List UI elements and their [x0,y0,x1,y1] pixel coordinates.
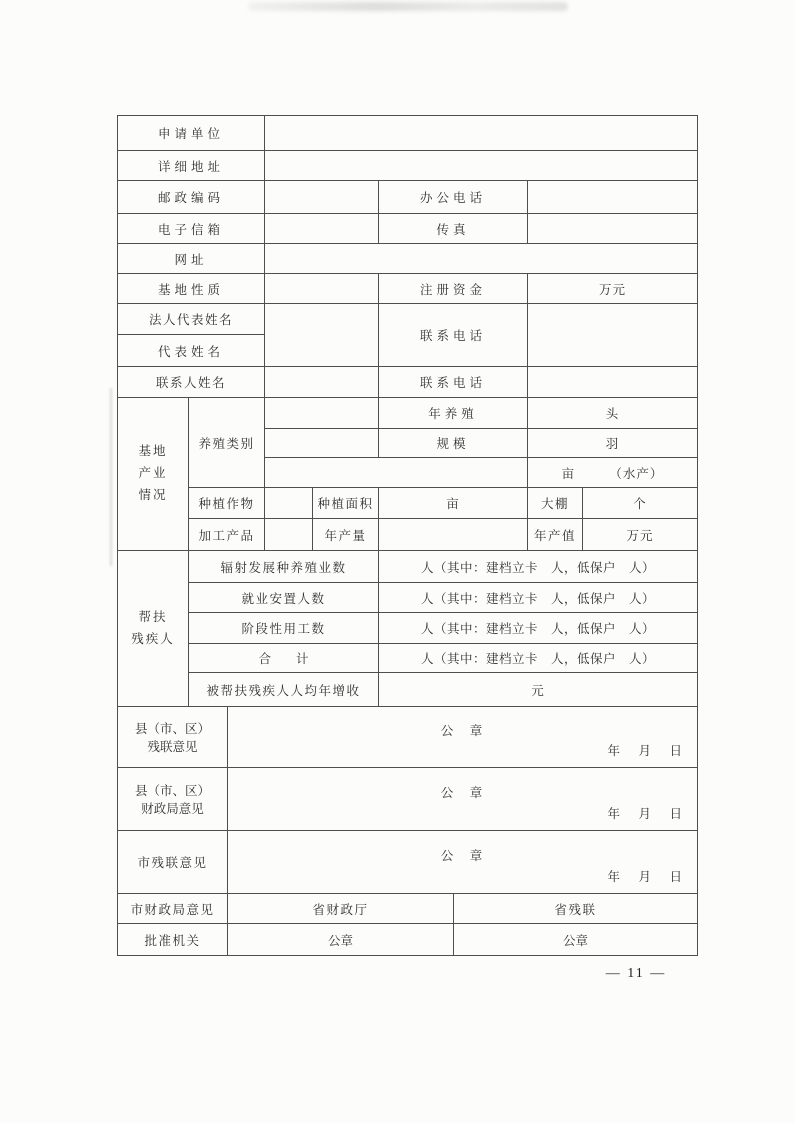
row-postal-phone [118,181,698,214]
office-phone-value [528,181,698,214]
row-contact-person [118,367,698,398]
city-cdpf-seal-text: 公 章 [440,848,485,863]
row-total [118,644,698,673]
email-value [265,214,379,244]
contact-phone-label: 联系电话 [379,304,528,367]
phased-employment-note: 人（其中：建档立卡 人，低保户 人） [379,613,698,644]
city-finance-opinion-label: 市财政局意见 [118,894,228,924]
row-employment-placement [118,583,698,613]
contact-person-label: 联系人姓名 [118,367,265,398]
row-applicant-unit [118,116,698,151]
total-label: 合 计 [189,644,379,673]
row-legal-rep [118,304,698,335]
planting-area-label: 种植面积 [313,488,379,519]
row-radiating-development [118,551,698,583]
county-cdpf-opinion-label [118,707,228,768]
contact-phone-value [528,304,698,367]
approval-seal-left: 公章 [228,924,454,956]
radiating-development-label: 辐射发展种养殖业数 [189,551,379,583]
row-phased-employment [118,613,698,644]
industry-title-line1: 基地 [138,444,168,459]
scale-label: 规模 [379,429,528,458]
assistance-title-line1: 帮扶 [138,609,168,624]
greenhouse-label: 大棚 [528,488,583,519]
industry-title-line2: 产业 [138,466,168,481]
annual-breeding-label: 年养殖 [379,398,528,429]
city-cdpf-date-line: 年 月 日 [607,870,686,884]
contact-person-value [265,367,379,398]
postal-code-value [265,181,379,214]
row-website [118,244,698,274]
employment-placement-note: 人（其中：建档立卡 人，低保户 人） [379,583,698,613]
office-phone-label: 办公电话 [379,181,528,214]
row-annual-breeding [118,398,698,429]
row-county-finance-opinion [118,768,698,831]
row-city-cdpf-opinion [118,831,698,894]
processed-product-label: 加工产品 [189,519,265,551]
website-label: 网址 [118,244,265,274]
base-nature-value [265,274,379,304]
processed-product-value [265,519,313,551]
registered-capital-unit: 万元 [528,274,698,304]
per-capita-increase-label: 被帮扶残疾人人均年增收 [189,673,379,707]
industry-section-title [118,398,189,551]
greenhouse-unit: 个 [583,488,698,519]
county-finance-label-line1: 县（市、区） [134,784,210,798]
annual-breeding-unit: 头 [528,398,698,429]
county-finance-date-line: 年 月 日 [607,807,686,821]
row-processing [118,519,698,551]
phased-employment-label: 阶段性用工数 [189,613,379,644]
employment-placement-label: 就业安置人数 [189,583,379,613]
postal-code-label: 邮政编码 [118,181,265,214]
county-cdpf-seal-text: 公 章 [440,723,485,738]
aquaculture-unit: 亩 （水产） [528,458,698,488]
assistance-section-title [118,551,189,707]
row-city-finance-opinion [118,894,698,924]
legal-rep-name-label: 法人代表姓名 [118,304,265,335]
city-cdpf-opinion-label: 市残联意见 [118,831,228,894]
county-finance-opinion-label [118,768,228,831]
rep-name-value [265,304,379,367]
planting-area-unit: 亩 [379,488,528,519]
aquaculture-value [265,458,528,488]
scale-value [265,429,379,458]
email-label: 电子信箱 [118,214,265,244]
breeding-category-label: 养殖类别 [189,398,265,488]
breeding-category-value [265,398,379,429]
applicant-unit-label: 申请单位 [118,116,265,151]
website-value [265,244,698,274]
annual-output-value-blank [379,519,528,551]
county-finance-opinion-area [228,768,698,831]
assistance-title-line2: 残疾人 [131,631,175,646]
row-base-nature-capital [118,274,698,304]
county-finance-seal-text: 公 章 [440,785,485,800]
rep-name-label: 代表姓名 [118,335,265,367]
county-cdpf-label-line2: 残联意见 [147,740,198,754]
annual-output-value-label: 年产值 [528,519,583,551]
industry-title-line3: 情况 [138,487,168,502]
provincial-finance-label: 省财政厅 [228,894,454,924]
county-finance-label-line2: 财政局意见 [141,802,204,816]
row-per-capita-increase [118,673,698,707]
county-cdpf-date-line: 年 月 日 [607,744,686,758]
total-note: 人（其中：建档立卡 人，低保户 人） [379,644,698,673]
county-cdpf-opinion-area [228,707,698,768]
per-capita-unit: 元 [379,673,698,707]
county-cdpf-label-line1: 县（市、区） [134,722,210,736]
annual-output-value-unit: 万元 [583,519,698,551]
base-nature-label: 基地性质 [118,274,265,304]
annual-output-label: 年产量 [313,519,379,551]
row-planting [118,488,698,519]
scan-artifact-left-streak [110,388,112,566]
registered-capital-label: 注册资金 [379,274,528,304]
approval-seal-right: 公章 [454,924,698,956]
detailed-address-label: 详细地址 [118,151,265,181]
applicant-unit-value [265,116,698,151]
fax-label: 传真 [379,214,528,244]
contact-person-phone-label: 联系电话 [379,367,528,398]
scan-artifact-top [248,2,568,11]
row-email-fax [118,214,698,244]
detailed-address-value [265,151,698,181]
application-form-table [117,115,698,956]
row-approval-authority [118,924,698,956]
approval-authority-label: 批准机关 [118,924,228,956]
page-number: — 11 — [605,966,667,981]
radiating-development-note: 人（其中：建档立卡 人，低保户 人） [379,551,698,583]
city-cdpf-opinion-area [228,831,698,894]
row-county-cdpf-opinion [118,707,698,768]
contact-person-phone-value [528,367,698,398]
planting-crop-label: 种植作物 [189,488,265,519]
provincial-cdpf-label: 省残联 [454,894,698,924]
scale-unit: 羽 [528,429,698,458]
planting-crop-value [265,488,313,519]
row-detailed-address [118,151,698,181]
fax-value [528,214,698,244]
